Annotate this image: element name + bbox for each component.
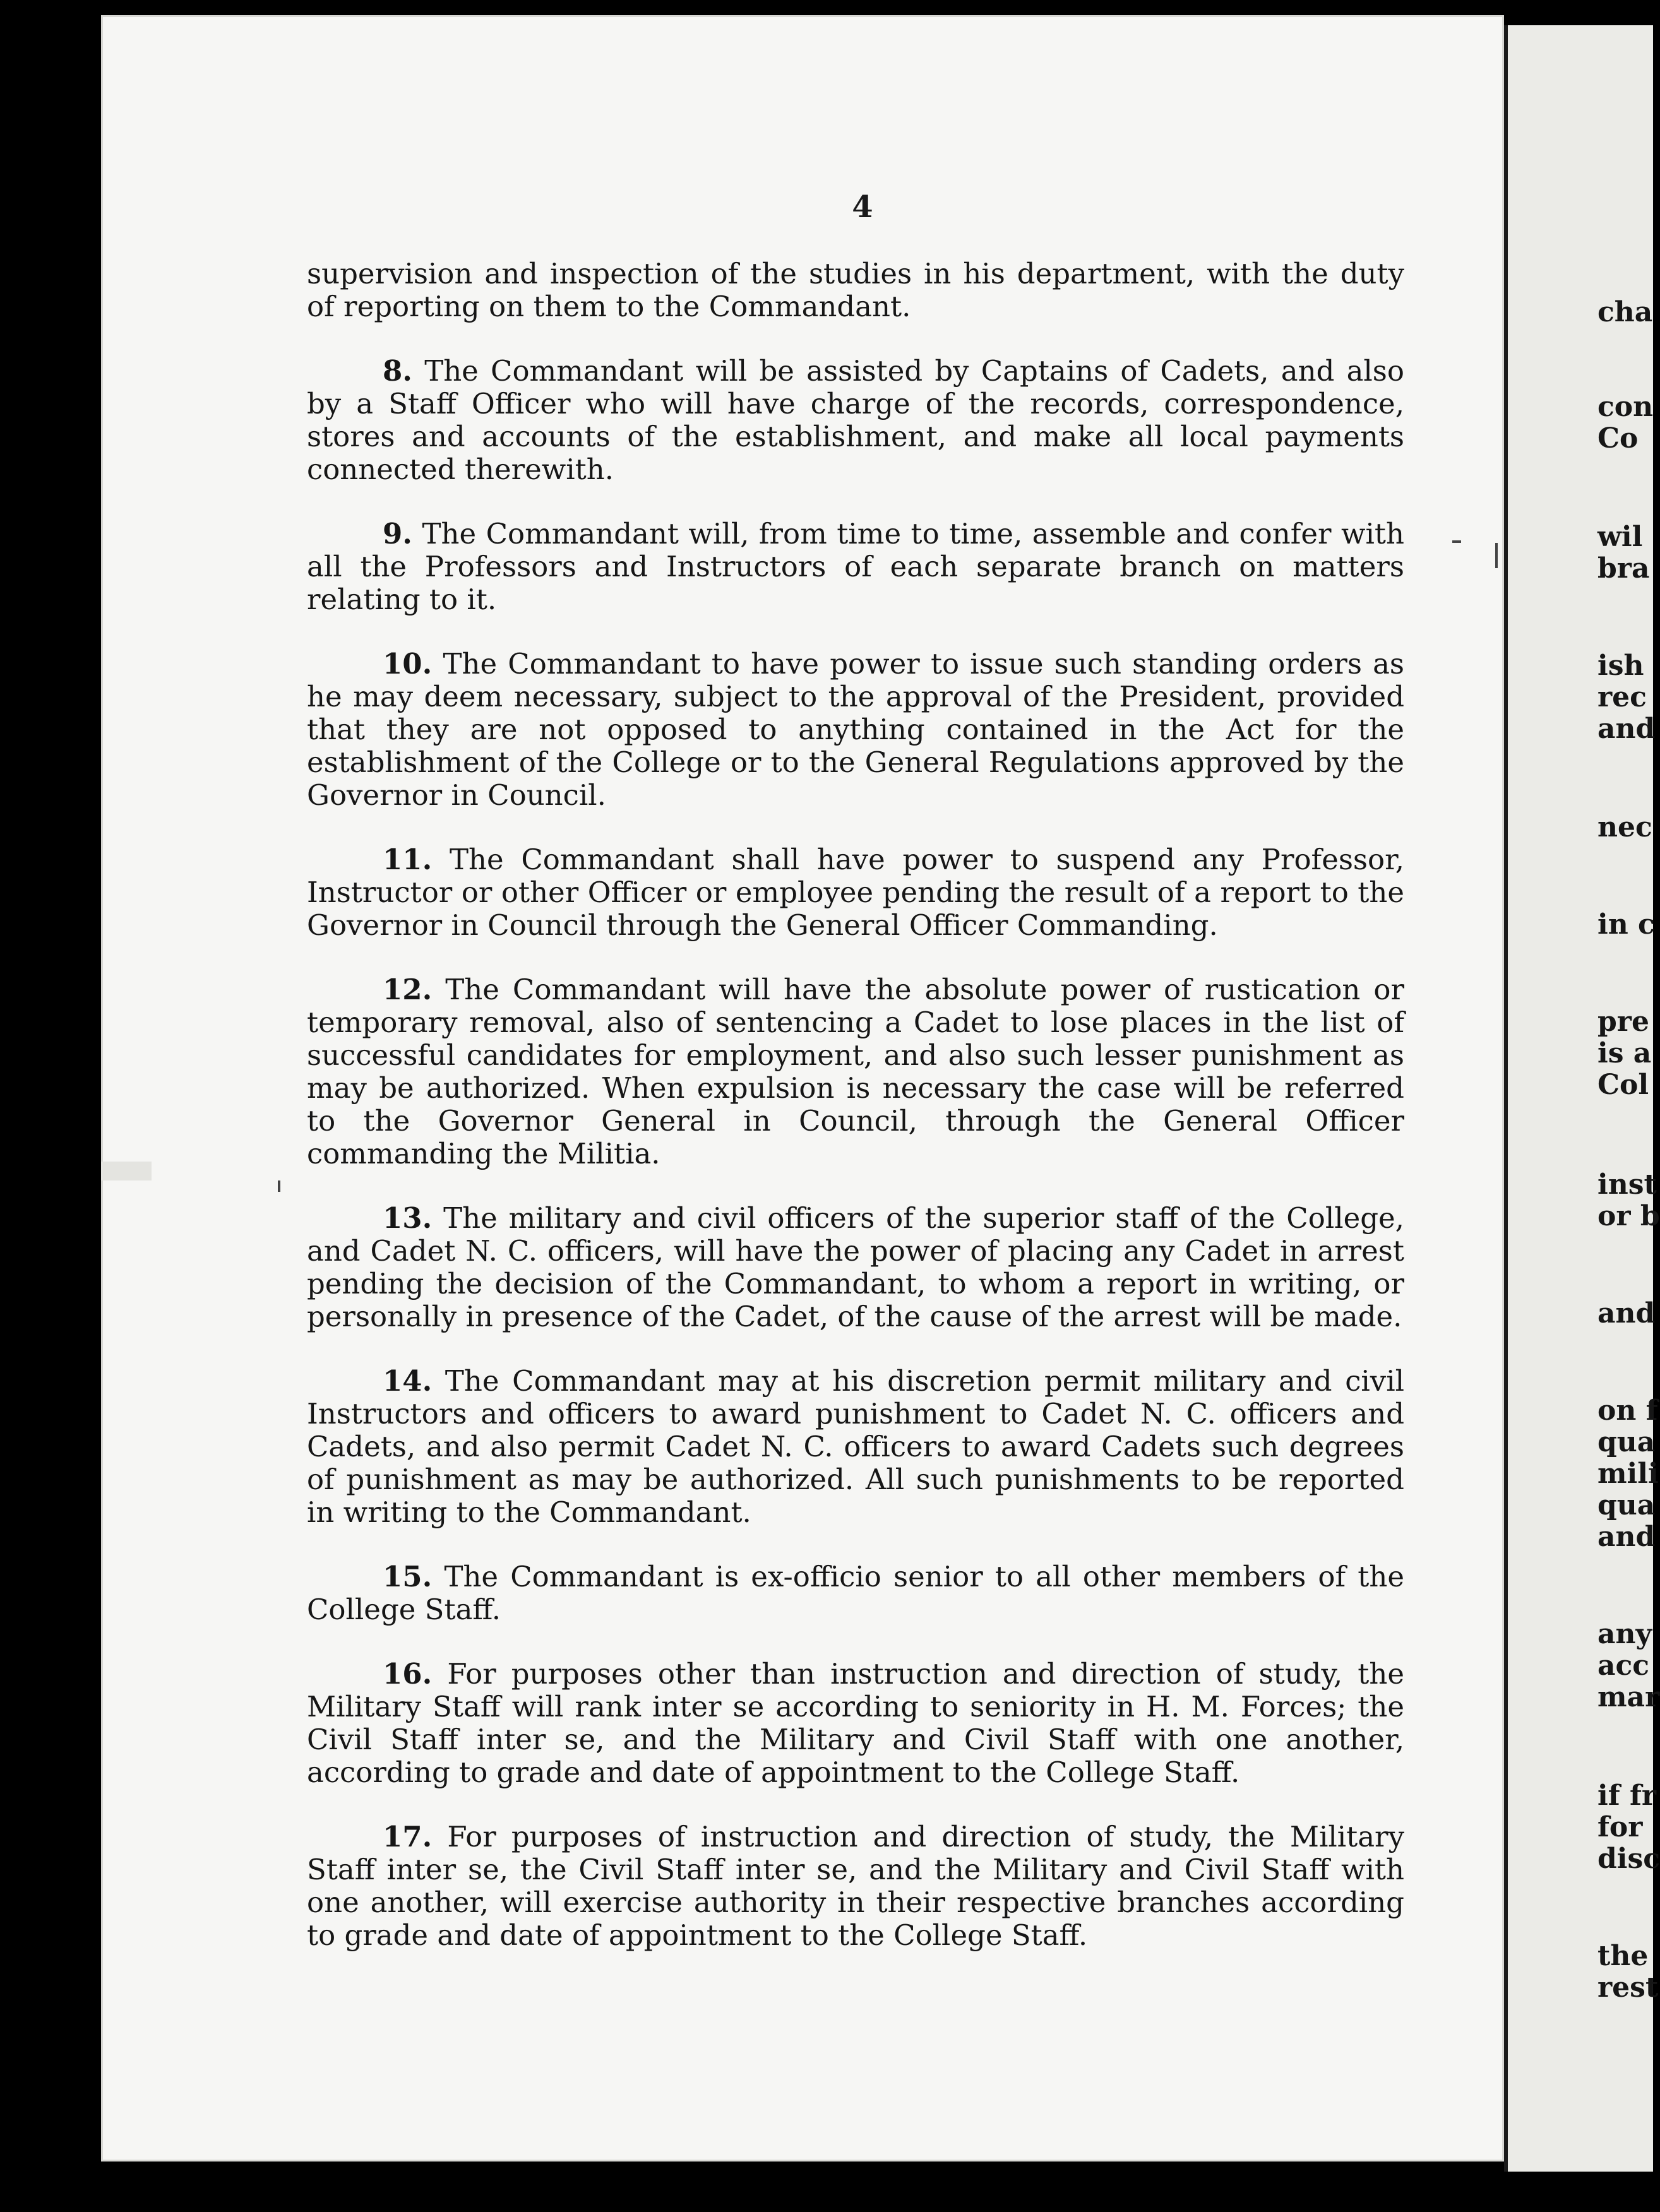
paragraph-16: 16. For purposes other than instruction and direction of study, the Military Staff will rank inter se according to seniority in H. M. Forces; the Civil Staff inter se, and the Military and Civil Staff with one another, according to grade and date of appointment to the College Staff.	[307, 1657, 1404, 1789]
paragraph-continuation: supervision and inspection of the studies in his department, with the duty of reporting on them to the Commandant.	[307, 257, 1404, 323]
paragraph-9: 9. The Commandant will, from time to time, assemble and confer with all the Professors and Instructors of each separate branch on matters relating to it.	[307, 517, 1404, 616]
paragraph-17: 17. For purposes of instruction and direction of study, the Military Staff inter se, the Civil Staff inter se, and the Military and Civil Staff with one another, will exercise authority in their respective branches according to grade and date of appointment to the College Staff.	[307, 1820, 1404, 1952]
paragraph-13: 13. The military and civil officers of the superior staff of the College, and Cadet N. C. officers, will have the power of placing any Cadet in arrest pending the decision of the Commandant, to whom a report in writing, or personally in presence of the Cadet, of the cause of the arrest will be made.	[307, 1201, 1404, 1333]
paragraph-14: 14. The Commandant may at his discretion permit military and civil Instructors and officers to award punishment to Cadet N. C. officers and Cadets, and also permit Cadet N. C. officers to award Cadets such degrees of punishment as may be authorized. All such punishments to be reported in writing to the Commandant.	[307, 1364, 1404, 1529]
facing-fragment: is a	[1597, 1037, 1652, 1069]
facing-fragment: and	[1597, 1521, 1656, 1553]
facing-fragment: qua	[1597, 1426, 1656, 1458]
scan-mark	[1452, 540, 1461, 543]
facing-fragment: on f	[1597, 1394, 1658, 1427]
facing-fragment: qua	[1597, 1489, 1656, 1521]
facing-fragment: and	[1597, 1297, 1656, 1329]
facing-fragment: rec	[1597, 681, 1647, 713]
facing-fragment: ish	[1597, 650, 1644, 682]
scan-mark	[1495, 543, 1498, 568]
facing-fragment: Col	[1597, 1069, 1649, 1101]
body-text	[307, 258, 1404, 1983]
facing-fragment: if fr	[1597, 1780, 1657, 1812]
paragraph-12: 12. The Commandant will have the absolute power of rustication or temporary removal, also of sentencing a Cadet to lose places in the list of successful candidates for employment, and also such lesser punishment as may be authorized. When expulsion is necessary the case will be referred to the Governor General in Council, through the General Officer commanding the Militia.	[307, 973, 1404, 1170]
facing-fragment: rest	[1597, 1971, 1659, 2004]
facing-fragment: in c	[1597, 908, 1655, 941]
facing-fragment: con	[1597, 391, 1654, 423]
facing-fragment: inst	[1597, 1168, 1657, 1201]
paragraph-11: 11. The Commandant shall have power to suspend any Professor, Instructor or other Officer or employee pending the result of a report to the Governor in Council through the General Officer Commanding.	[307, 843, 1404, 942]
facing-fragment: mar	[1597, 1681, 1660, 1713]
facing-fragment: for	[1597, 1811, 1643, 1843]
facing-fragment: wil	[1597, 521, 1643, 553]
facing-fragment: pre	[1597, 1006, 1649, 1038]
facing-fragment: acc	[1597, 1650, 1650, 1682]
paragraph-15: 15. The Commandant is ex-officio senior to all other members of the College Staff.	[307, 1560, 1405, 1626]
facing-fragment: bra	[1597, 552, 1650, 585]
page-fold	[101, 1162, 152, 1180]
facing-fragment: the	[1597, 1940, 1649, 1972]
page-number: 4	[852, 189, 873, 225]
facing-fragment: mili	[1597, 1458, 1659, 1490]
facing-fragment: or b	[1597, 1200, 1660, 1232]
scan-mark	[278, 1180, 280, 1192]
facing-fragment: nec	[1597, 811, 1652, 843]
facing-fragment: Co	[1597, 422, 1639, 455]
facing-fragment: and	[1597, 713, 1656, 745]
facing-fragment: cha	[1597, 296, 1653, 328]
facing-fragment: disc	[1597, 1843, 1660, 1875]
facing-fragment: any	[1597, 1618, 1652, 1650]
paragraph-8: 8. The Commandant will be assisted by Captains of Cadets, and also by a Staff Officer who will have charge of the records, correspondence, stores and accounts of the establishment, and make all local payments connected therewith.	[307, 354, 1404, 486]
paragraph-10: 10. The Commandant to have power to issue such standing orders as he may deem necessary, subject to the approval of the President, provided that they are not opposed to anything contained in the Act for the establishment of the College or to the General Regulations approved by the Governor in Council.	[307, 647, 1405, 812]
